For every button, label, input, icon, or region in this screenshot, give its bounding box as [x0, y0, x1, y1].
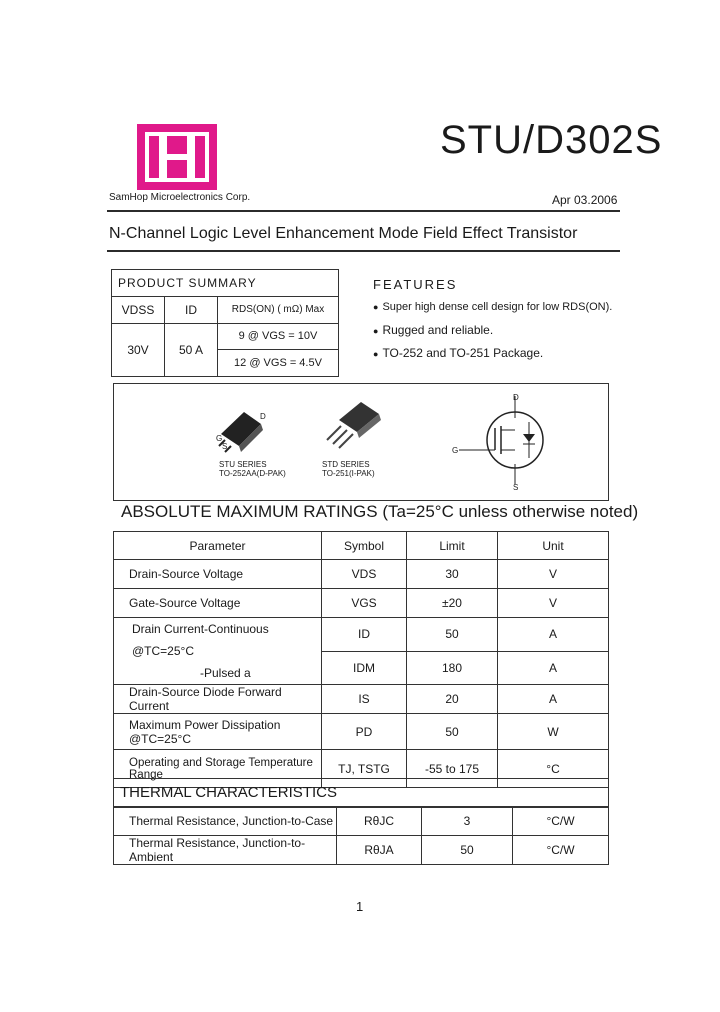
table-row — [114, 807, 609, 836]
amr-header-limit: Limit — [407, 532, 498, 560]
amr-header-symbol: Symbol — [322, 532, 407, 560]
amr-title: ABSOLUTE MAXIMUM RATINGS (Ta=25°C unless otherwise noted) — [121, 502, 639, 521]
header-divider — [107, 210, 620, 212]
amr-symbol: VGS — [322, 589, 407, 618]
document-date: Apr 03.2006 — [552, 193, 618, 207]
thermal-unit: °C/W — [513, 807, 609, 836]
thermal-symbol: RθJA — [337, 836, 422, 865]
thermal-param: Thermal Resistance, Junction-to-Case — [114, 807, 337, 836]
mosfet-symbol-icon — [449, 392, 559, 492]
amr-unit: A — [498, 618, 609, 652]
thermal-limit: 50 — [422, 836, 513, 865]
amr-param: Gate-Source Voltage — [114, 589, 322, 618]
stu-package-label: TO-252AA(D-PAK) — [219, 469, 286, 478]
feature-item: ● Super high dense cell design for low RDS(ON). — [373, 301, 613, 313]
package-diagram-box — [113, 383, 609, 501]
part-number: STU/D302S — [440, 118, 663, 162]
amr-limit: 20 — [407, 685, 498, 714]
amr-unit: W — [498, 714, 609, 750]
thermal-param: Thermal Resistance, Junction-to-Ambient — [114, 836, 337, 865]
product-summary-title: PRODUCT SUMMARY — [112, 270, 339, 297]
thermal-symbol: RθJC — [337, 807, 422, 836]
amr-symbol: VDS — [322, 560, 407, 589]
mosfet-s-label: S — [513, 483, 519, 492]
amr-unit: °C — [498, 750, 609, 788]
amr-limit: ±20 — [407, 589, 498, 618]
feature-item: ● Rugged and reliable. — [373, 323, 494, 337]
amr-unit: A — [498, 651, 609, 685]
amr-unit: A — [498, 685, 609, 714]
rds-row-1: 9 @ VGS = 10V — [218, 323, 339, 350]
amr-limit: -55 to 175 — [407, 750, 498, 788]
page-number: 1 — [356, 899, 364, 914]
thermal-unit: °C/W — [513, 836, 609, 865]
pin-d-label: D — [260, 412, 266, 421]
mosfet-g-label: G — [452, 446, 459, 455]
id-value: 50 A — [165, 323, 218, 377]
amr-symbol: PD — [322, 714, 407, 750]
to251-package-icon — [319, 398, 389, 458]
amr-header-unit: Unit — [498, 532, 609, 560]
amr-limit: 50 — [407, 618, 498, 652]
col-vdss: VDSS — [112, 296, 165, 323]
amr-param: Operating and Storage Temperature Range — [114, 750, 322, 788]
amr-symbol: ID — [322, 618, 407, 652]
thermal-limit: 3 — [422, 807, 513, 836]
table-row — [114, 714, 609, 750]
thermal-title: THERMAL CHARACTERISTICS — [113, 778, 609, 808]
feature-item: ● TO-252 and TO-251 Package. — [373, 346, 544, 360]
amr-limit: 30 — [407, 560, 498, 589]
table-row — [114, 685, 609, 714]
pin-s-label: S — [222, 442, 228, 451]
col-id: ID — [165, 296, 218, 323]
to252-package-icon — [209, 404, 279, 459]
mosfet-d-label: D — [513, 393, 519, 402]
company-name: SamHop Microelectronics Corp. — [109, 192, 251, 203]
amr-param: Drain-Source Voltage — [114, 560, 322, 589]
table-row — [114, 618, 609, 652]
col-rds: RDS(ON) ( mΩ) Max — [218, 296, 339, 323]
std-series-label: STD SERIES — [322, 460, 370, 469]
vdss-value: 30V — [112, 323, 165, 377]
amr-param: Drain Current-Continuous @TC=25°C -Pulsed a — [114, 618, 322, 685]
table-row — [114, 836, 609, 865]
thermal-table — [113, 806, 609, 865]
amr-param: Maximum Power Dissipation @TC=25°C — [114, 714, 322, 750]
table-row — [114, 560, 609, 589]
amr-limit: 180 — [407, 651, 498, 685]
pin-g-label: G — [216, 434, 223, 443]
amr-symbol: TJ, TSTG — [322, 750, 407, 788]
amr-symbol: IS — [322, 685, 407, 714]
amr-header-parameter: Parameter — [114, 532, 322, 560]
amr-unit: V — [498, 560, 609, 589]
std-package-label: TO-251(I-PAK) — [322, 469, 375, 478]
amr-param: Drain-Source Diode Forward Current — [114, 685, 322, 714]
product-summary-table — [111, 269, 339, 377]
document-subtitle: N-Channel Logic Level Enhancement Mode Field Effect Transistor — [109, 225, 578, 242]
amr-symbol: IDM — [322, 651, 407, 685]
amr-table — [113, 531, 609, 788]
stu-series-label: STU SERIES — [219, 460, 267, 469]
subtitle-divider — [107, 250, 620, 252]
amr-unit: V — [498, 589, 609, 618]
amr-limit: 50 — [407, 714, 498, 750]
samhop-logo — [137, 124, 217, 190]
table-row — [114, 589, 609, 618]
features-title: FEATURES — [373, 277, 458, 292]
rds-row-2: 12 @ VGS = 4.5V — [218, 350, 339, 377]
